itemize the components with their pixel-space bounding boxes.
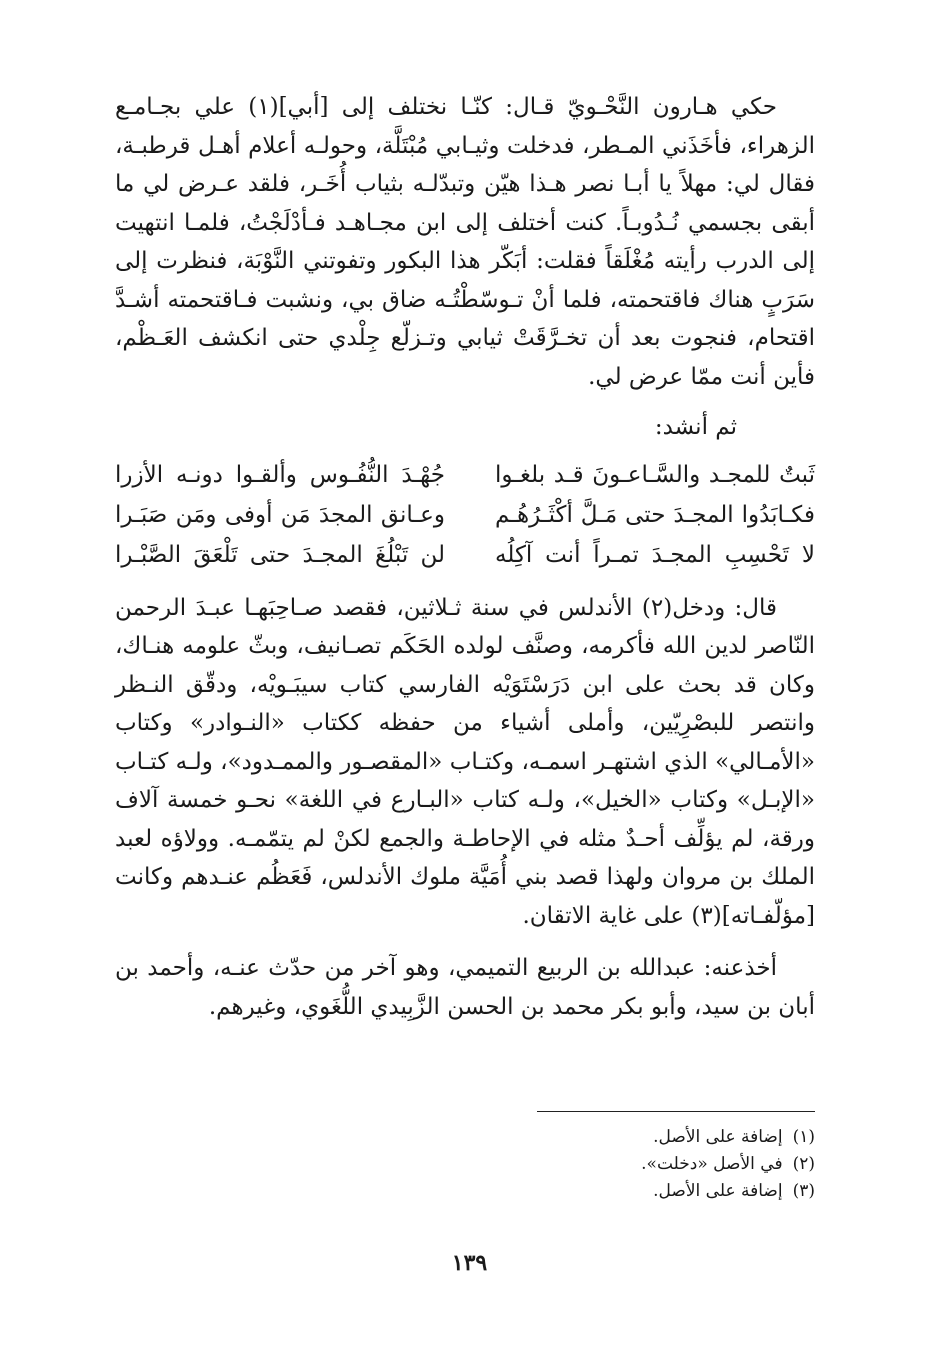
verse-second-hemistich: لن تَبْلُغَ المجـدَ حتى تَلْعَقَ الصَّبْـرا bbox=[115, 541, 445, 568]
footnote bbox=[455, 1151, 815, 1178]
verse-second-hemistich: جُهْـدَ النُّفُـوس وألقـوا دونـه الأزرا bbox=[115, 461, 445, 488]
footnote bbox=[455, 1178, 815, 1205]
footnote-number: (٣) bbox=[792, 1181, 815, 1201]
page-body bbox=[115, 88, 815, 1026]
footnote-divider bbox=[537, 1111, 815, 1112]
footnote-number: (١) bbox=[792, 1127, 815, 1147]
poem-verse bbox=[115, 495, 815, 535]
paragraph-3: قال: ودخل(٢) الأندلس في سنة ثـلاثين، فقصد صـاحِبَهـا عبـدَ الرحمن النّاصر لدين الله فأكرمه، وصنَّف لولده الحَكَم تصـانيف، وبثّ علومه هنـاك، وكان قد بحث على ابن دَرَسْتَوَيْه الفارسي كتاب سيبَـويْه، ودقّق النـظر وانتصر للبصْرِيّين، وأملى أشياء من حفظه ككتاب «النـوادر» وكتاب «الأمـالي» الذي اشتهـر اسمـه، وكتـاب «المقصـور والممـدود»، ولـه كتـاب «الإبـل» وكتاب «الخيل»، ولـه كتاب «البـارع في اللغة» نحـو خمسة آلاف ورقة، لم يؤلِّف أحـدٌ مثله في الإحاطـة والجمع لكنْ لم يتمّمـه. وولاؤه لعبد الملك بن مروان ولهذا قصد بني أُمَيَّة ملوك الأندلس، فَعَظُم عنـدهم وكانت [مؤلّفـاته](٣) على غاية الاتقان. bbox=[115, 594, 815, 929]
footnote bbox=[455, 1124, 815, 1151]
poem-intro: ثم أنشد: bbox=[654, 414, 737, 440]
footnote-text: في الأصل «دخلت». bbox=[641, 1154, 783, 1174]
verse-first-hemistich: ثَبتٌ للمجـد والسَّـاعـونَ قـد بلغـوا bbox=[495, 461, 815, 488]
paragraph-4: أخذعنه: عبدالله بن الربيع التميمي، وهو آخر من حدّث عنـه، وأحمد بن أبان بن سيد، وأبو بكر محمد بن الحسن الزَّبِيدي اللُّغَوي، وغيرهم. bbox=[115, 955, 815, 1020]
page-number: ١٣٩ bbox=[451, 1250, 488, 1276]
poem-verse bbox=[115, 455, 815, 495]
verse-first-hemistich: لا تَحْسِبِ المجـدَ تمـراً أنت آكِلُه bbox=[495, 541, 815, 568]
verse-second-hemistich: وعـانق المجدَ مَن أوفى ومَن صَبَـرا bbox=[115, 501, 445, 528]
poem bbox=[115, 455, 815, 575]
footnote-number: (٢) bbox=[792, 1154, 815, 1174]
poem-verse bbox=[115, 535, 815, 575]
footnotes bbox=[455, 1124, 815, 1205]
footnote-text: إضافة على الأصل. bbox=[653, 1181, 783, 1201]
paragraph-1: حكي هـارون النَّحْـويّ قـال: كنّـا نختلف إلى [أبي](١) علي بجـامـع الزهراء، فأخَذَني المـطر، فدخلت وثيـابي مُبْتَلَّة، وحولـه أعلام أهـل قرطبـة، فقال لي: مهلاً يا أبـا نصر هـذا هيّن وتبدّلـه بثياب أُخَـر، فلقد عـرض لي ما أبقى بجسمي نُـدُوبـاً. كنت أختلف إلى ابن مجـاهـد فـأدْلَجْتُ، فلمـا انتهيت إلى الدرب رأيته مُغْلَقاً فقلت: أبَكّر هذا البكور وتفوتني النَّوْبَة، فنظرت إلى سَرَبٍ هناك فاقتحمته، فلما أنْ تـوسّطْتُـه ضاق بي، ونشبت فـاقتحمته أشـدَّ اقتحام، فنجوت بعد أن تخـرَّقَتْ ثيابي وتـزلّع جِلْدي حتى انكشف العَـظْم، فأين أنت ممّا عرض لي. bbox=[115, 94, 815, 390]
footnote-text: إضافة على الأصل. bbox=[653, 1127, 783, 1147]
verse-first-hemistich: فكـابَدُوا المجـدَ حتى مَـلَّ أكْثَـرُهُـم bbox=[495, 501, 815, 528]
